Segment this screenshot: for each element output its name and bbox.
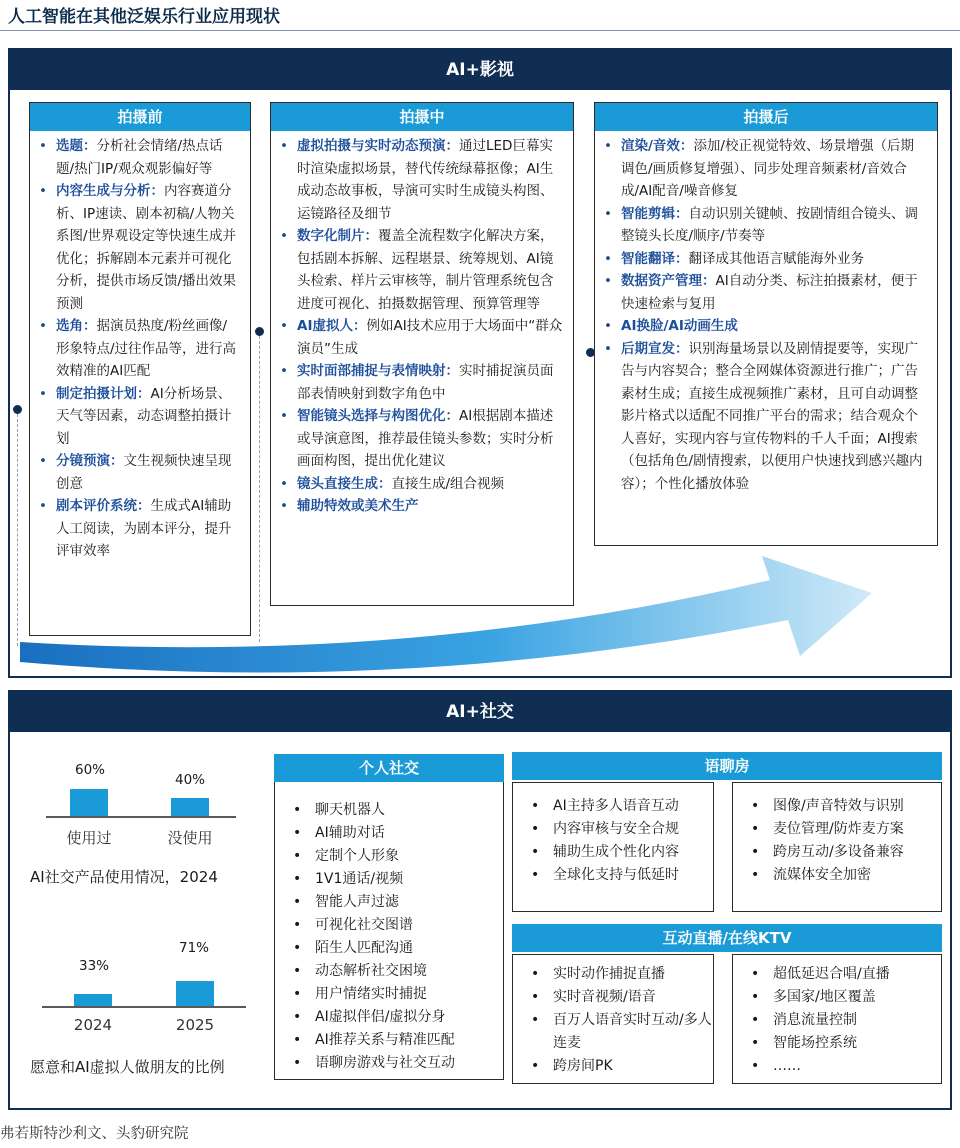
voice-room-left-box bbox=[512, 782, 714, 912]
list-item: • 多国家/地区覆盖 bbox=[773, 986, 941, 1009]
voice-room-title: 语聊房 bbox=[512, 752, 942, 780]
list-item: • 数字化制片：覆盖全流程数字化解决方案，包括剧本拆解、远程堪景、统筹规划、AI镜头检索、样片云审核等，制片管理系统包含进度可视化、拍摄数据管理、预算管理等 bbox=[297, 225, 563, 315]
live-ktv-right-box bbox=[732, 954, 942, 1084]
column-during-list bbox=[271, 131, 573, 522]
voice-room-right-box bbox=[732, 782, 942, 912]
column-before-title: 拍摄前 bbox=[30, 103, 250, 131]
title-rule bbox=[0, 30, 960, 31]
list-item: • 跨房间PK bbox=[553, 1055, 713, 1078]
bar bbox=[176, 981, 214, 1006]
usage-chart-title: AI社交产品使用情况，2024 bbox=[30, 868, 218, 886]
list-item: • 智能场控系统 bbox=[773, 1032, 941, 1055]
live-ktv-left-list bbox=[513, 955, 713, 1078]
bar-value-label: 33% bbox=[78, 958, 109, 974]
column-during-title: 拍摄中 bbox=[271, 103, 573, 131]
voice-room-left-list bbox=[513, 783, 713, 887]
list-item: • 数据资产管理：AI自动分类、标注拍摄素材，便于快速检索与复用 bbox=[621, 270, 927, 315]
personal-social-box bbox=[274, 754, 504, 1080]
social-panel-header: AI+社交 bbox=[10, 692, 950, 732]
list-item: • 渲染/音效：添加/校正视觉特效、场景增强（后期调色/画质修复增强）、同步处理音频素材/音效合成/AI配音/噪音修复 bbox=[621, 135, 927, 203]
list-item: • 后期宣发：识别海量场景以及剧情提要等，实现广告与内容契合；整合全网媒体资源进行推广；广告素材生成；直接生成视频推广素材，且可自动调整影片格式以适配不同推广平台的需求；结合观众个人喜好，实现内容与宣传物料的千人千面；AI搜索（包括角色/剧情搜索，以便用户快速找到感兴趣内容）；个性化播放体验 bbox=[621, 338, 927, 496]
list-item: • 消息流量控制 bbox=[773, 1009, 941, 1032]
bar-category-label: 使用过 bbox=[66, 829, 112, 847]
list-item: • 制定拍摄计划：AI分析场景、天气等因素，动态调整拍摄计划 bbox=[56, 383, 240, 451]
friend-chart-title: 愿意和AI虚拟人做朋友的比例 bbox=[30, 1058, 225, 1076]
timeline-dot-during bbox=[255, 327, 264, 336]
list-item: • …… bbox=[773, 1055, 941, 1078]
list-item: • 聊天机器人 bbox=[315, 799, 503, 822]
list-item: • AI虚拟人：例如AI技术应用于大场面中“群众演员”生成 bbox=[297, 315, 563, 360]
list-item: • AI主持多人语音互动 bbox=[553, 795, 713, 818]
live-ktv-title: 互动直播/在线KTV bbox=[512, 924, 942, 952]
column-after bbox=[594, 102, 938, 546]
list-item: • 实时音视频/语音 bbox=[553, 986, 713, 1009]
list-item: • AI推荐关系与精准匹配 bbox=[315, 1029, 503, 1052]
list-item: • 剧本评价系统：生成式AI辅助人工阅读，为剧本评分，提升评审效率 bbox=[56, 495, 240, 563]
live-ktv-left-box bbox=[512, 954, 714, 1084]
bar-category-label: 2024 bbox=[73, 1016, 113, 1034]
list-item: • 内容审核与安全合规 bbox=[553, 818, 713, 841]
list-item: • AI换脸/AI动画生成 bbox=[621, 315, 927, 338]
list-item: • 麦位管理/防炸麦方案 bbox=[773, 818, 941, 841]
bar-category-label: 没使用 bbox=[167, 829, 213, 847]
bar bbox=[74, 994, 112, 1006]
personal-social-list bbox=[275, 755, 503, 1075]
timeline-dot-before bbox=[13, 405, 22, 414]
list-item: • 选角：据演员热度/粉丝画像/形象特点/过往作品等，进行高效精准的AI匹配 bbox=[56, 315, 240, 383]
list-item: • 用户情绪实时捕捉 bbox=[315, 983, 503, 1006]
list-item: • AI辅助对话 bbox=[315, 822, 503, 845]
list-item: • AI虚拟伴侣/虚拟分身 bbox=[315, 1006, 503, 1029]
bar-value-label: 40% bbox=[174, 772, 205, 788]
column-before bbox=[29, 102, 251, 636]
list-item: • 陌生人匹配沟通 bbox=[315, 937, 503, 960]
list-item: • 超低延迟合唱/直播 bbox=[773, 963, 941, 986]
social-panel bbox=[8, 690, 952, 1110]
page-title: 人工智能在其他泛娱乐行业应用现状 bbox=[8, 7, 280, 27]
list-item: • 图像/声音特效与识别 bbox=[773, 795, 941, 818]
list-item: • 智能人声过滤 bbox=[315, 891, 503, 914]
column-before-list bbox=[30, 131, 250, 567]
timeline-dash-before bbox=[17, 414, 18, 646]
list-item: • 语聊房游戏与社交互动 bbox=[315, 1052, 503, 1075]
list-item: • 跨房互动/多设备兼容 bbox=[773, 841, 941, 864]
column-after-list bbox=[595, 131, 937, 499]
bar-value-label: 60% bbox=[74, 762, 105, 778]
list-item: • 1V1通话/视频 bbox=[315, 868, 503, 891]
list-item: • 智能剪辑：自动识别关键帧、按剧情组合镜头、调整镜头长度/顺序/节奏等 bbox=[621, 203, 927, 248]
list-item: • 定制个人形象 bbox=[315, 845, 503, 868]
column-after-title: 拍摄后 bbox=[595, 103, 937, 131]
personal-social-title: 个人社交 bbox=[274, 754, 504, 782]
list-item: • 百万人语音实时互动/多人连麦 bbox=[553, 1009, 713, 1055]
list-item: • 镜头直接生成：直接生成/组合视频 bbox=[297, 473, 563, 496]
bar bbox=[70, 789, 108, 816]
film-panel-header: AI+影视 bbox=[10, 50, 950, 90]
timeline-dash-during bbox=[259, 336, 260, 642]
source-note: 弗若斯特沙利文、头豹研究院 bbox=[0, 1126, 189, 1142]
list-item: • 流媒体安全加密 bbox=[773, 864, 941, 887]
list-item: • 选题：分析社会情绪/热点话题/热门IP/观众观影偏好等 bbox=[56, 135, 240, 180]
list-item: • 实时动作捕捉直播 bbox=[553, 963, 713, 986]
list-item: • 内容生成与分析：内容赛道分析、IP速读、剧本初稿/人物关系图/世界观设定等快速生成并优化；拆解剧本元素并可视化分析，提供市场反馈/播出效果预测 bbox=[56, 180, 240, 315]
list-item: • 全球化支持与低延时 bbox=[553, 864, 713, 887]
list-item: • 分镜预演：文生视频快速呈现创意 bbox=[56, 450, 240, 495]
list-item: • 动态解析社交困境 bbox=[315, 960, 503, 983]
list-item: • 智能镜头选择与构图优化：AI根据剧本描述或导演意图，推荐最佳镜头参数；实时分析画面构图，提出优化建议 bbox=[297, 405, 563, 473]
film-panel bbox=[8, 48, 952, 678]
list-item: • 辅助特效或美术生产 bbox=[297, 495, 563, 518]
bar-value-label: 71% bbox=[178, 940, 209, 956]
list-item: • 可视化社交图谱 bbox=[315, 914, 503, 937]
list-item: • 实时面部捕捉与表情映射：实时捕捉演员面部表情映射到数字角色中 bbox=[297, 360, 563, 405]
friend-chart bbox=[30, 930, 270, 1040]
bar-category-label: 2025 bbox=[175, 1016, 215, 1034]
list-item: • 辅助生成个性化内容 bbox=[553, 841, 713, 864]
voice-room-right-list bbox=[733, 783, 941, 887]
bar bbox=[171, 798, 209, 816]
chart-axis bbox=[42, 1006, 246, 1008]
list-item: • 智能翻译：翻译成其他语言赋能海外业务 bbox=[621, 248, 927, 271]
list-item: • 虚拟拍摄与实时动态预演：通过LED巨幕实时渲染虚拟场景，替代传统绿幕抠像；AI生成动态故事板，导演可实时生成镜头构图、运镜路径及细节 bbox=[297, 135, 563, 225]
column-during bbox=[270, 102, 574, 606]
chart-axis bbox=[46, 816, 236, 818]
live-ktv-right-list bbox=[733, 955, 941, 1078]
